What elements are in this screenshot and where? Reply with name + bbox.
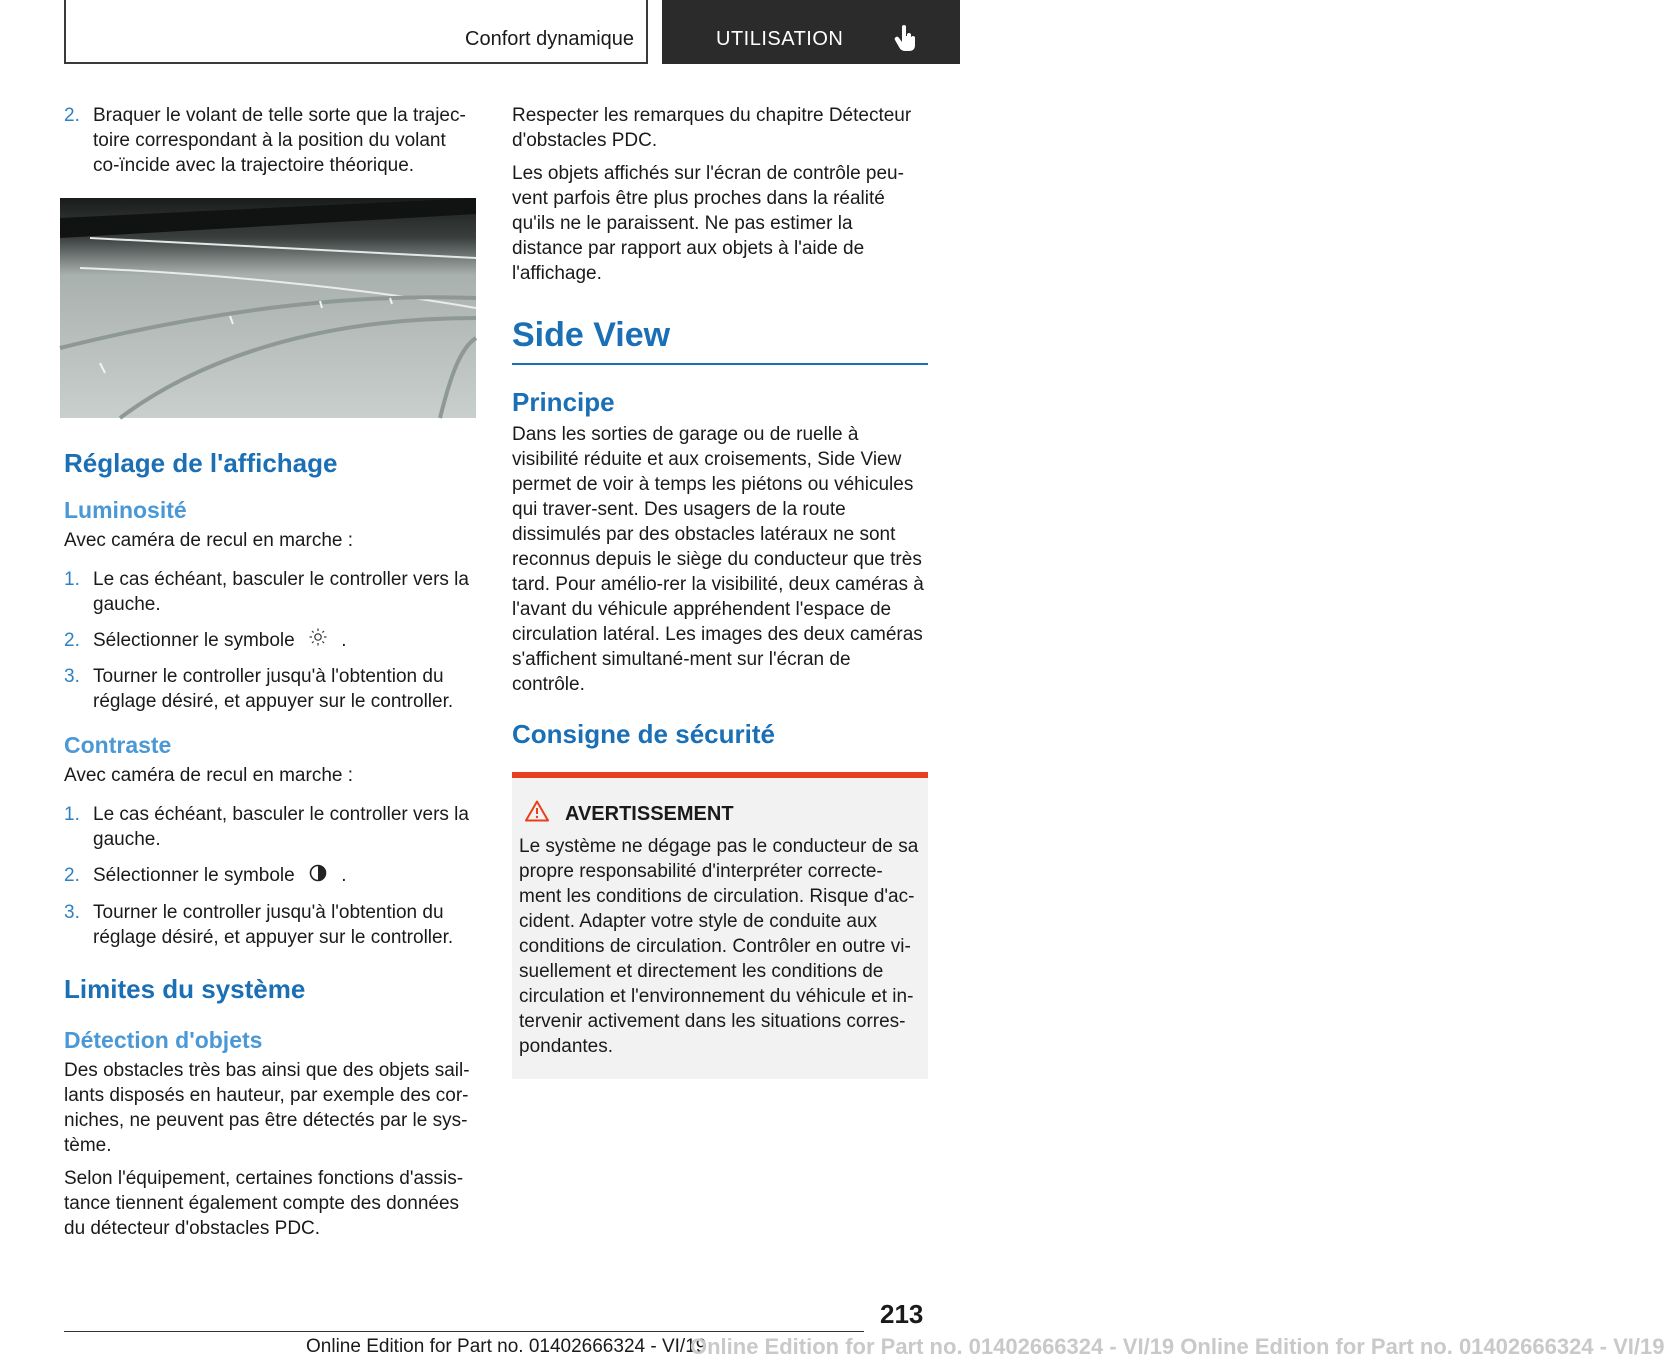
watermark: Online Edition for Part no. 01402666324 - VI/19 Online Edition for Part no. 01402666324 - VI/19 [690,1334,1664,1359]
step-text-end: . [341,865,347,887]
heading-principe: Principe [512,387,615,417]
left-column [64,103,476,1249]
warning-title-row [519,800,920,828]
right-column [512,103,928,1079]
step-text: Braquer le volant de telle sorte que la trajec-toire correspondant à la position du volant co-ïncide avec la trajectoire théorique. [93,105,466,176]
edition-note: Online Edition for Part no. 01402666324 - VI/19 [306,1336,707,1357]
sun-icon [300,628,336,653]
heading-consigne: Consigne de sécurité [512,719,775,749]
pdc-remark-paragraph: Respecter les remarques du chapitre Détecteur d'obstacles PDC. [512,105,912,151]
warning-box [512,772,928,1079]
page-number: 213 [880,1299,924,1329]
detection-paragraph-2: Selon l'équipement, certaines fonctions d'assis-tance tiennent également compte des données du détecteur d'obstacles PDC. [64,1167,464,1239]
detection-paragraph-1: Des obstacles très bas ainsi que des objets sail-lants disposés en hauteur, par exemple des cor-niches, ne peuvent pas être détectés par le sys-tème. [64,1059,470,1156]
step-text: Sélectionner le symbole [93,865,295,887]
chapter-tab [662,0,960,64]
step-number: 3. [64,666,80,688]
pointing-hand-icon [894,24,918,57]
list-item [64,628,476,653]
luminosite-step-list [64,567,476,714]
step-text: Tourner le controller jusqu'à l'obtention du réglage désiré, et appuyer sur le controller. [93,666,454,713]
step-number: 2. [64,865,80,887]
step-text: Tourner le controller jusqu'à l'obtention du réglage désiré, et appuyer sur le controller. [93,901,454,948]
principe-paragraph: Dans les sorties de garage ou de ruelle à visibilité réduite et aux croisements, Side View permet de voir à temps les piétons ou véhicules qui traver-sent. Des usagers de la route dissimulés par des obstacles latéraux ne sont reconnus depuis le siège du conducteur que très tard. Pour amélio-rer la visibilité, deux caméras à l'avant du véhicule appréhendent l'espace de circulation latéral. Les images des deux caméras s'affichent simultané-ment sur l'écran de contrôle. [512,424,924,695]
contrast-icon [300,864,336,889]
warning-text: Le système ne dégage pas le conducteur de sa propre responsabilité d'interpréter correcte-ment les conditions de circulation. Risque d'ac-cident. Adapter votre style de conduite aux conditions de circulation. Contrôler en outre vi-suellement et directement les conditions de circulation et l'environnement du véhicule et in-tervenir activement dans les situations corres-pondantes. [519,836,919,1057]
heading-reglage: Réglage de l'affichage [64,448,338,478]
step-text: Sélectionner le symbole [93,630,295,651]
heading-side-view: Side View [512,316,928,365]
footer-rule [64,1331,864,1332]
list-item [64,664,476,714]
luminosite-intro: Avec caméra de recul en marche : [64,530,354,551]
step-number: 2. [64,105,80,126]
heading-luminosite: Luminosité [64,497,187,523]
display-distance-paragraph: Les objets affichés sur l'écran de contrôle peu-vent parfois être plus proches dans la réalité qu'ils ne le paraissent. Ne pas estimer la distance par rapport aux objets à l'aide de l'affichage. [512,163,904,284]
contraste-step-list [64,802,476,949]
step-number: 3. [64,901,80,923]
step-number: 1. [64,569,80,590]
list-item [64,900,476,950]
camera-display-photo [60,198,476,418]
section-title: Confort dynamique [465,28,634,50]
step-text: Le cas échéant, basculer le controller vers la gauche. [93,804,469,851]
step-number: 1. [64,804,80,826]
list-item [64,802,476,852]
heading-contraste: Contraste [64,732,172,759]
step-text: Le cas échéant, basculer le controller vers la gauche. [93,569,469,615]
step-number: 2. [64,630,80,651]
chapter-title: UTILISATION [716,28,844,50]
list-item [64,567,476,617]
warning-title: AVERTISSEMENT [565,802,734,825]
steering-step-list [64,103,476,178]
heading-detection: Détection d'objets [64,1026,263,1053]
warning-triangle-icon [525,800,549,828]
step-text-end: . [341,630,347,651]
list-item [64,863,476,888]
contraste-intro: Avec caméra de recul en marche : [64,765,354,787]
list-item [64,103,476,178]
heading-limites: Limites du système [64,973,306,1004]
